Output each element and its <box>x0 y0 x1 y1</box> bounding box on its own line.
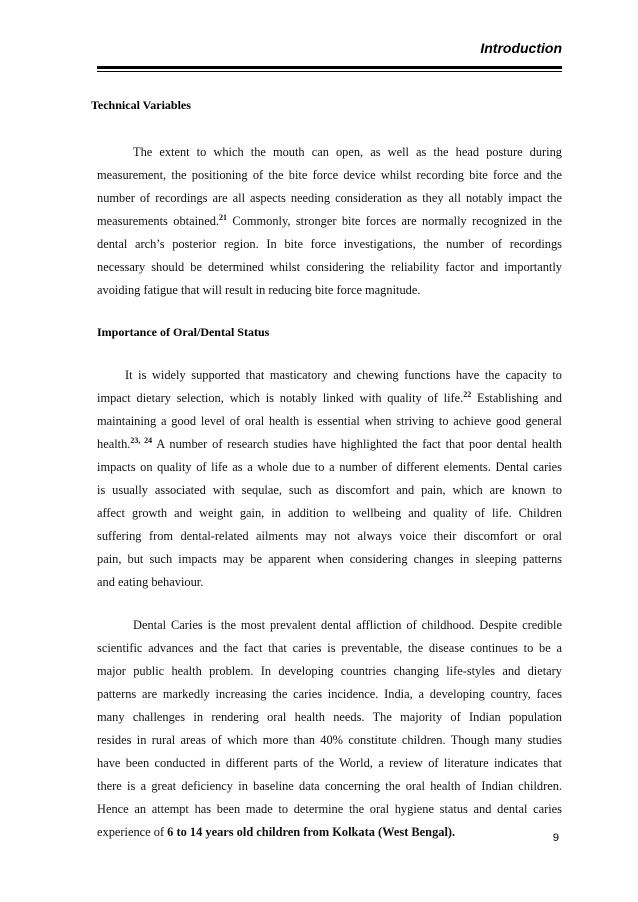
paragraph-line: Hence an attempt has been made to determine the oral hygiene status and dental caries <box>97 802 562 816</box>
bold-phrase: 6 to 14 years old children from Kolkata (West Bengal). <box>167 825 456 839</box>
paragraph-line: have been conducted in different parts of the World, a review of literature indicates that <box>97 756 562 770</box>
paragraph-line: scientific advances and the fact that caries is preventable, the disease continues to be a <box>97 641 562 655</box>
paragraph-line: resides in rural areas of which more than 40% constitute children. Though many studies <box>97 733 562 747</box>
paragraph-line: is usually associated with sequlae, such as discomfort and pain, which are known to <box>97 483 562 497</box>
header-rule-thin <box>97 71 562 72</box>
citation-superscript: 22 <box>463 390 472 399</box>
paragraph-line: measurement, the positioning of the bite force device whilst recording bite force and the <box>97 168 562 182</box>
line-text: Commonly, stronger bite forces are normally recognized in the <box>227 214 562 228</box>
paragraph-line: affect growth and weight gain, in addition to wellbeing and quality of life. Children <box>97 506 562 520</box>
line-text: health. <box>97 437 131 451</box>
paragraph-line: number of recordings are all aspects needing consideration as they all notably impact the <box>97 191 562 205</box>
paragraph-line <box>97 213 562 229</box>
paragraph-line: patterns are markedly increasing the caries incidence. India, a developing country, faces <box>97 687 562 701</box>
paragraph-line: many challenges in rendering oral health needs. The majority of Indian population <box>97 710 562 724</box>
paragraph-line: avoiding fatigue that will result in reducing bite force magnitude. <box>97 283 421 297</box>
paragraph-line <box>97 824 562 840</box>
line-text: measurements obtained. <box>97 214 220 228</box>
page-number: 9 <box>552 832 559 844</box>
paragraph-line: Dental Caries is the most prevalent dental affliction of childhood. Despite credible <box>133 618 562 632</box>
section-heading-technical-variables: Technical Variables <box>91 98 191 112</box>
line-text: A number of research studies have highlighted the fact that poor dental health <box>152 437 563 451</box>
section-heading-oral-dental-status: Importance of Oral/Dental Status <box>97 325 270 339</box>
paragraph-line: It is widely supported that masticatory and chewing functions have the capacity to <box>125 368 562 382</box>
paragraph-line: necessary should be determined whilst considering the reliability factor and importantly <box>97 260 562 274</box>
running-header-title: Introduction <box>480 40 562 56</box>
paragraph-line <box>97 436 562 452</box>
paragraph-line: suffering from dental-related ailments may not always voice their discomfort or oral <box>97 529 562 543</box>
paragraph-line: The extent to which the mouth can open, as well as the head posture during <box>133 145 562 159</box>
header-rule-thick <box>97 66 562 69</box>
paragraph-line: there is a great deficiency in baseline data concerning the oral health of Indian children. <box>97 779 562 793</box>
paragraph-line: and eating behaviour. <box>97 575 204 589</box>
paragraph-line: maintaining a good level of oral health is essential when striving to achieve good general <box>97 414 562 428</box>
citation-superscript: 21 <box>219 213 228 222</box>
paragraph-line: impacts on quality of life as a whole due to a number of different elements. Dental caries <box>97 460 562 474</box>
paragraph-line: dental arch’s posterior region. In bite force investigations, the number of recordings <box>97 237 562 251</box>
paragraph-line <box>97 390 562 406</box>
line-text: experience of <box>97 825 168 839</box>
paragraph-line: major public health problem. In developing countries changing life-styles and dietary <box>97 664 562 678</box>
line-text: impact dietary selection, which is notably linked with quality of life. <box>97 391 464 405</box>
line-text: Establishing and <box>471 391 562 405</box>
paragraph-line: pain, but such impacts may be apparent when considering changes in sleeping patterns <box>97 552 562 566</box>
citation-superscript: 23, 24 <box>130 436 153 445</box>
